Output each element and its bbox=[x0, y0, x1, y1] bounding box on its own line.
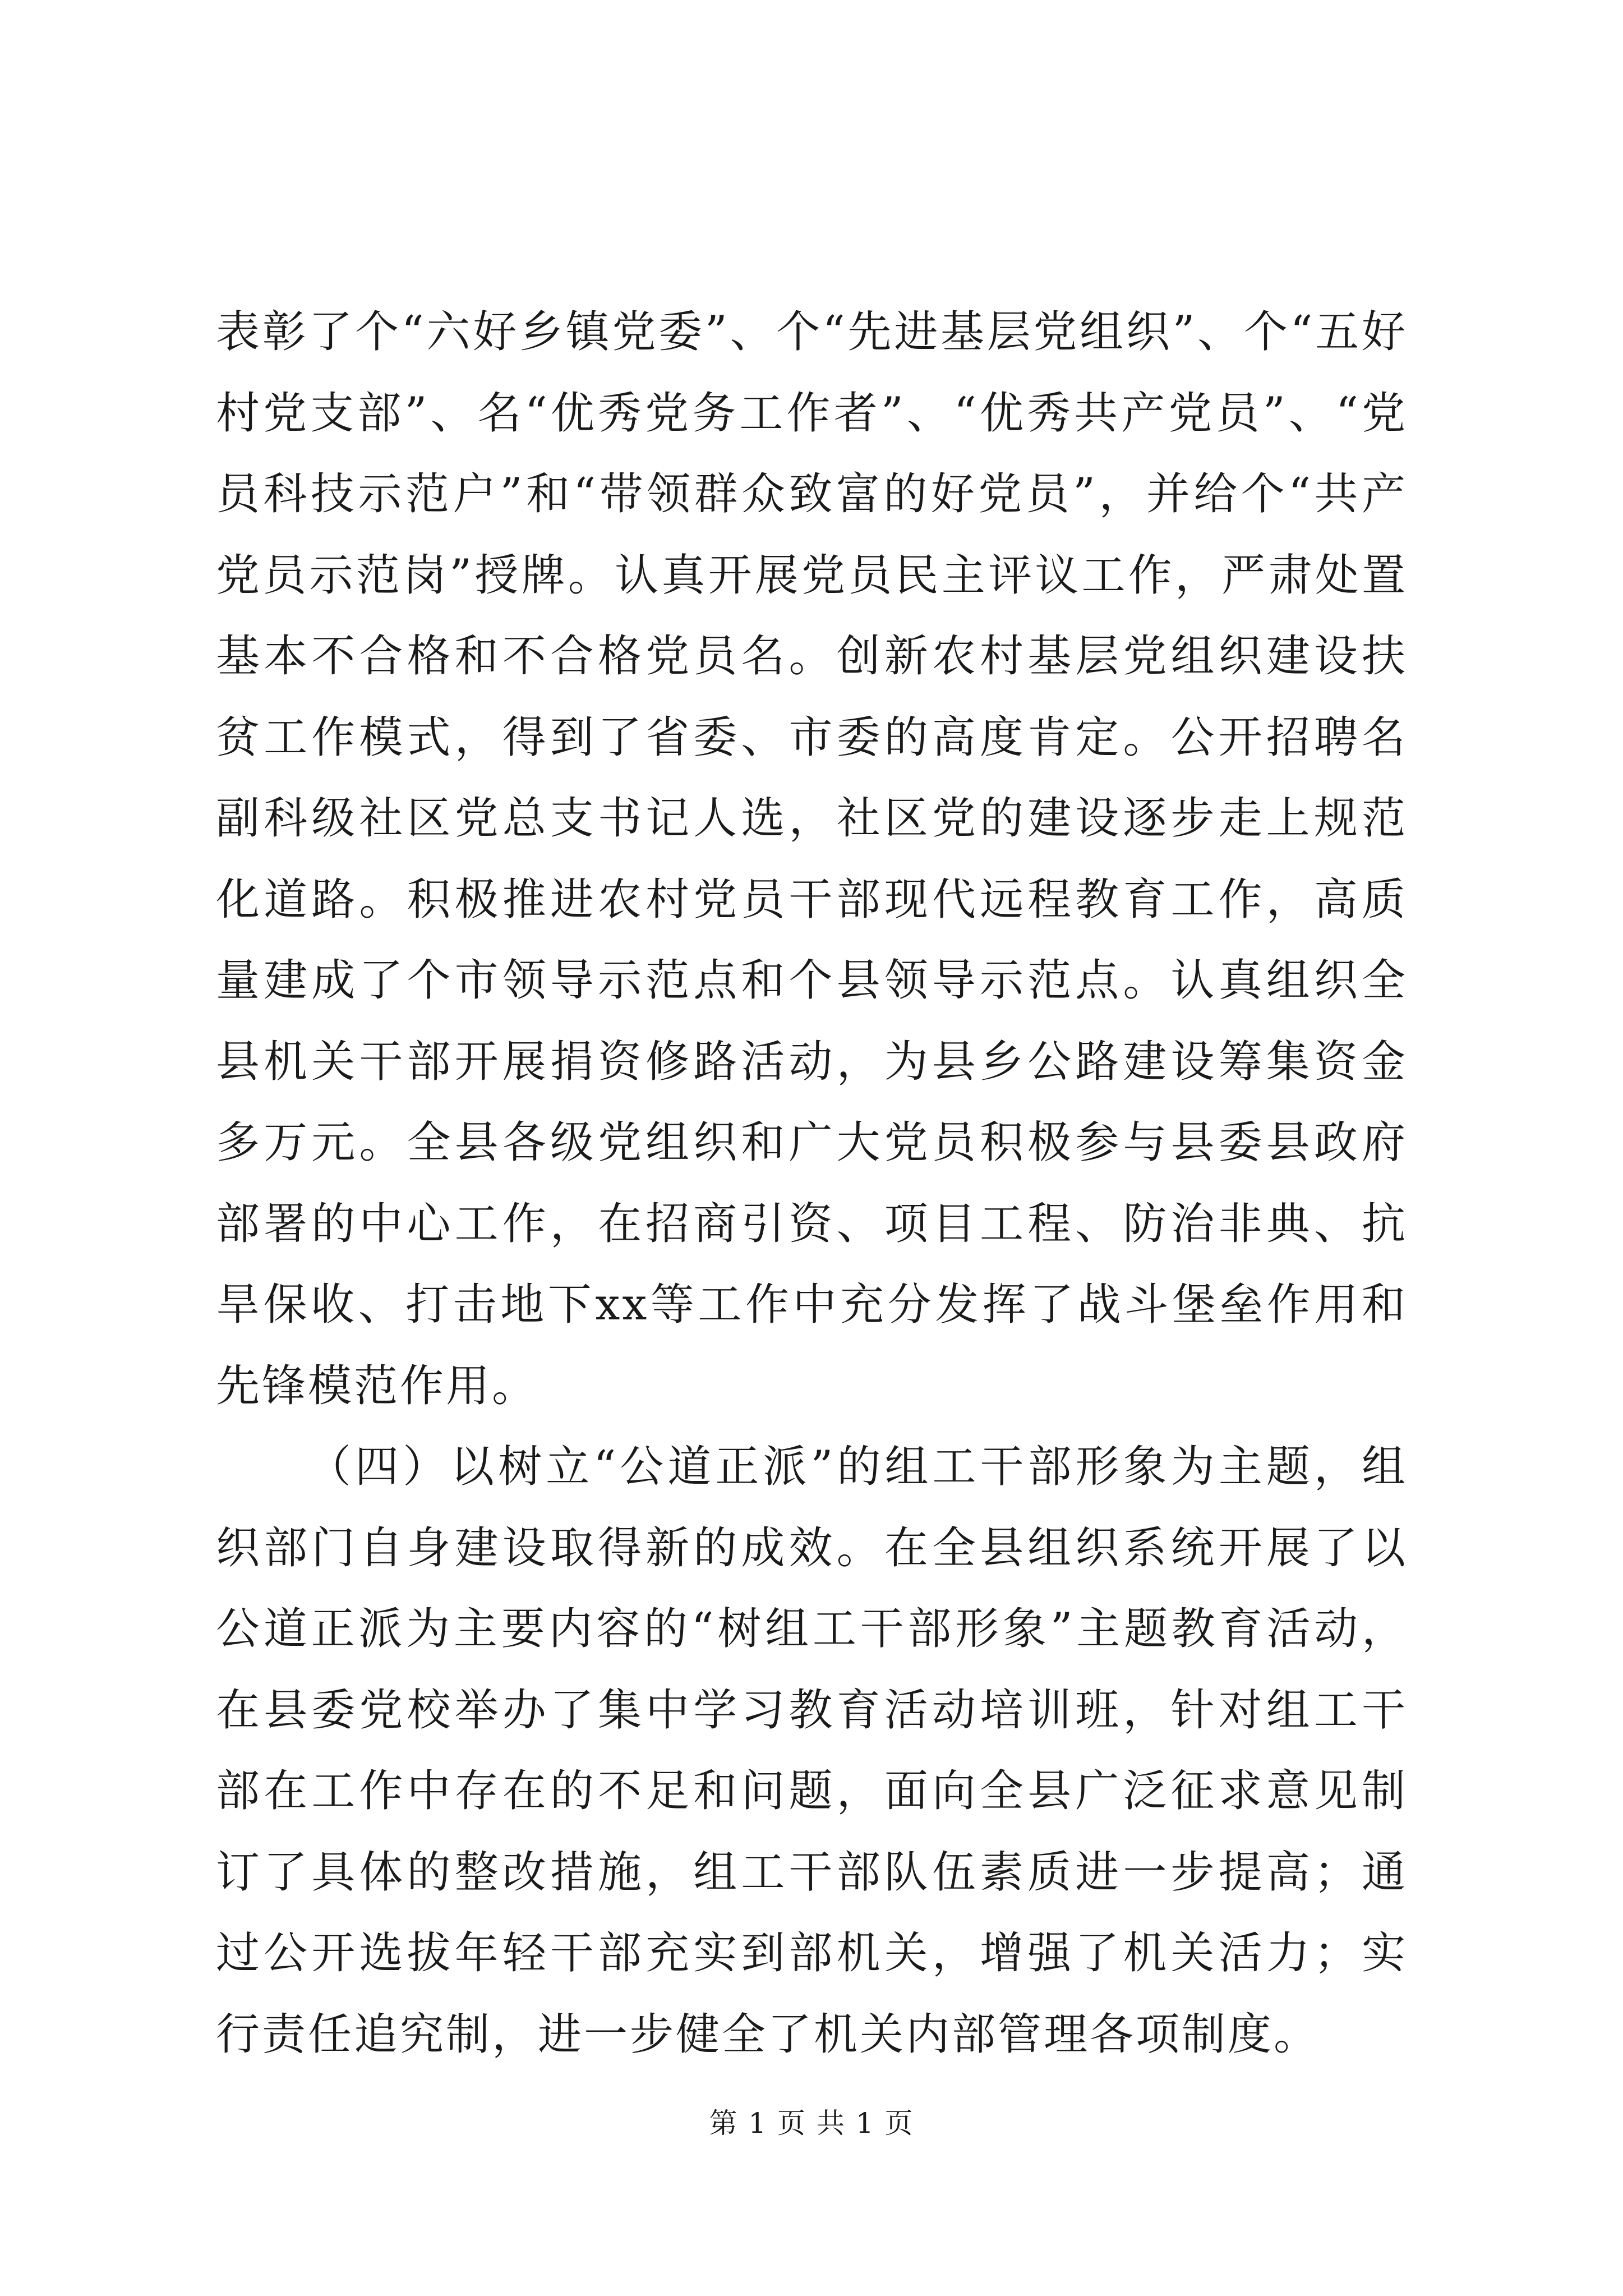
paragraph-section-four: （四）以树立“公道正派”的组工干部形象为主题，组织部门自身建设取得新的成效。在全县组织系统开展了以公道正派为主要内容的“树组工干部形象”主题教育活动，在县委党校举办了集中学习教育活动培训班，针对组工干部在工作中存在的不足和问题，面向全县广泛征求意见制订了具体的整改措施，组工干部队伍素质进一步提高；通过公开选拔年轻干部充实到部机关，增强了机关活力；实行责任追究制，进一步健全了机关内部管理各项制度。 bbox=[216, 1442, 1408, 2060]
document-body bbox=[216, 292, 1408, 2075]
page-footer: 第 1 页 共 1 页 bbox=[709, 2107, 914, 2139]
paragraph-commendations: 表彰了个“六好乡镇党委”、个“先进基层党组织”、个“五好村党支部”、名“优秀党务工作者”、“优秀共产党员”、“党员科技示范户”和“带领群众致富的好党员”，并给个“共产党员示范岗”授牌。认真开展党员民主评议工作，严肃处置基本不合格和不合格党员名。创新农村基层党组织建设扶贫工作模式，得到了省委、市委的高度肯定。公开招聘名副科级社区党总支书记人选，社区党的建设逐步走上规范化道路。积极推进农村党员干部现代远程教育工作，高质量建成了个市领导示范点和个县领导示范点。认真组织全县机关干部开展捐资修路活动，为县乡公路建设筹集资金多万元。全县各级党组织和广大党员积极参与县委县政府部署的中心工作，在招商引资、项目工程、防治非典、抗旱保收、打击地下xx等工作中充分发挥了战斗堡垒作用和先锋模范作用。 bbox=[216, 307, 1408, 1411]
